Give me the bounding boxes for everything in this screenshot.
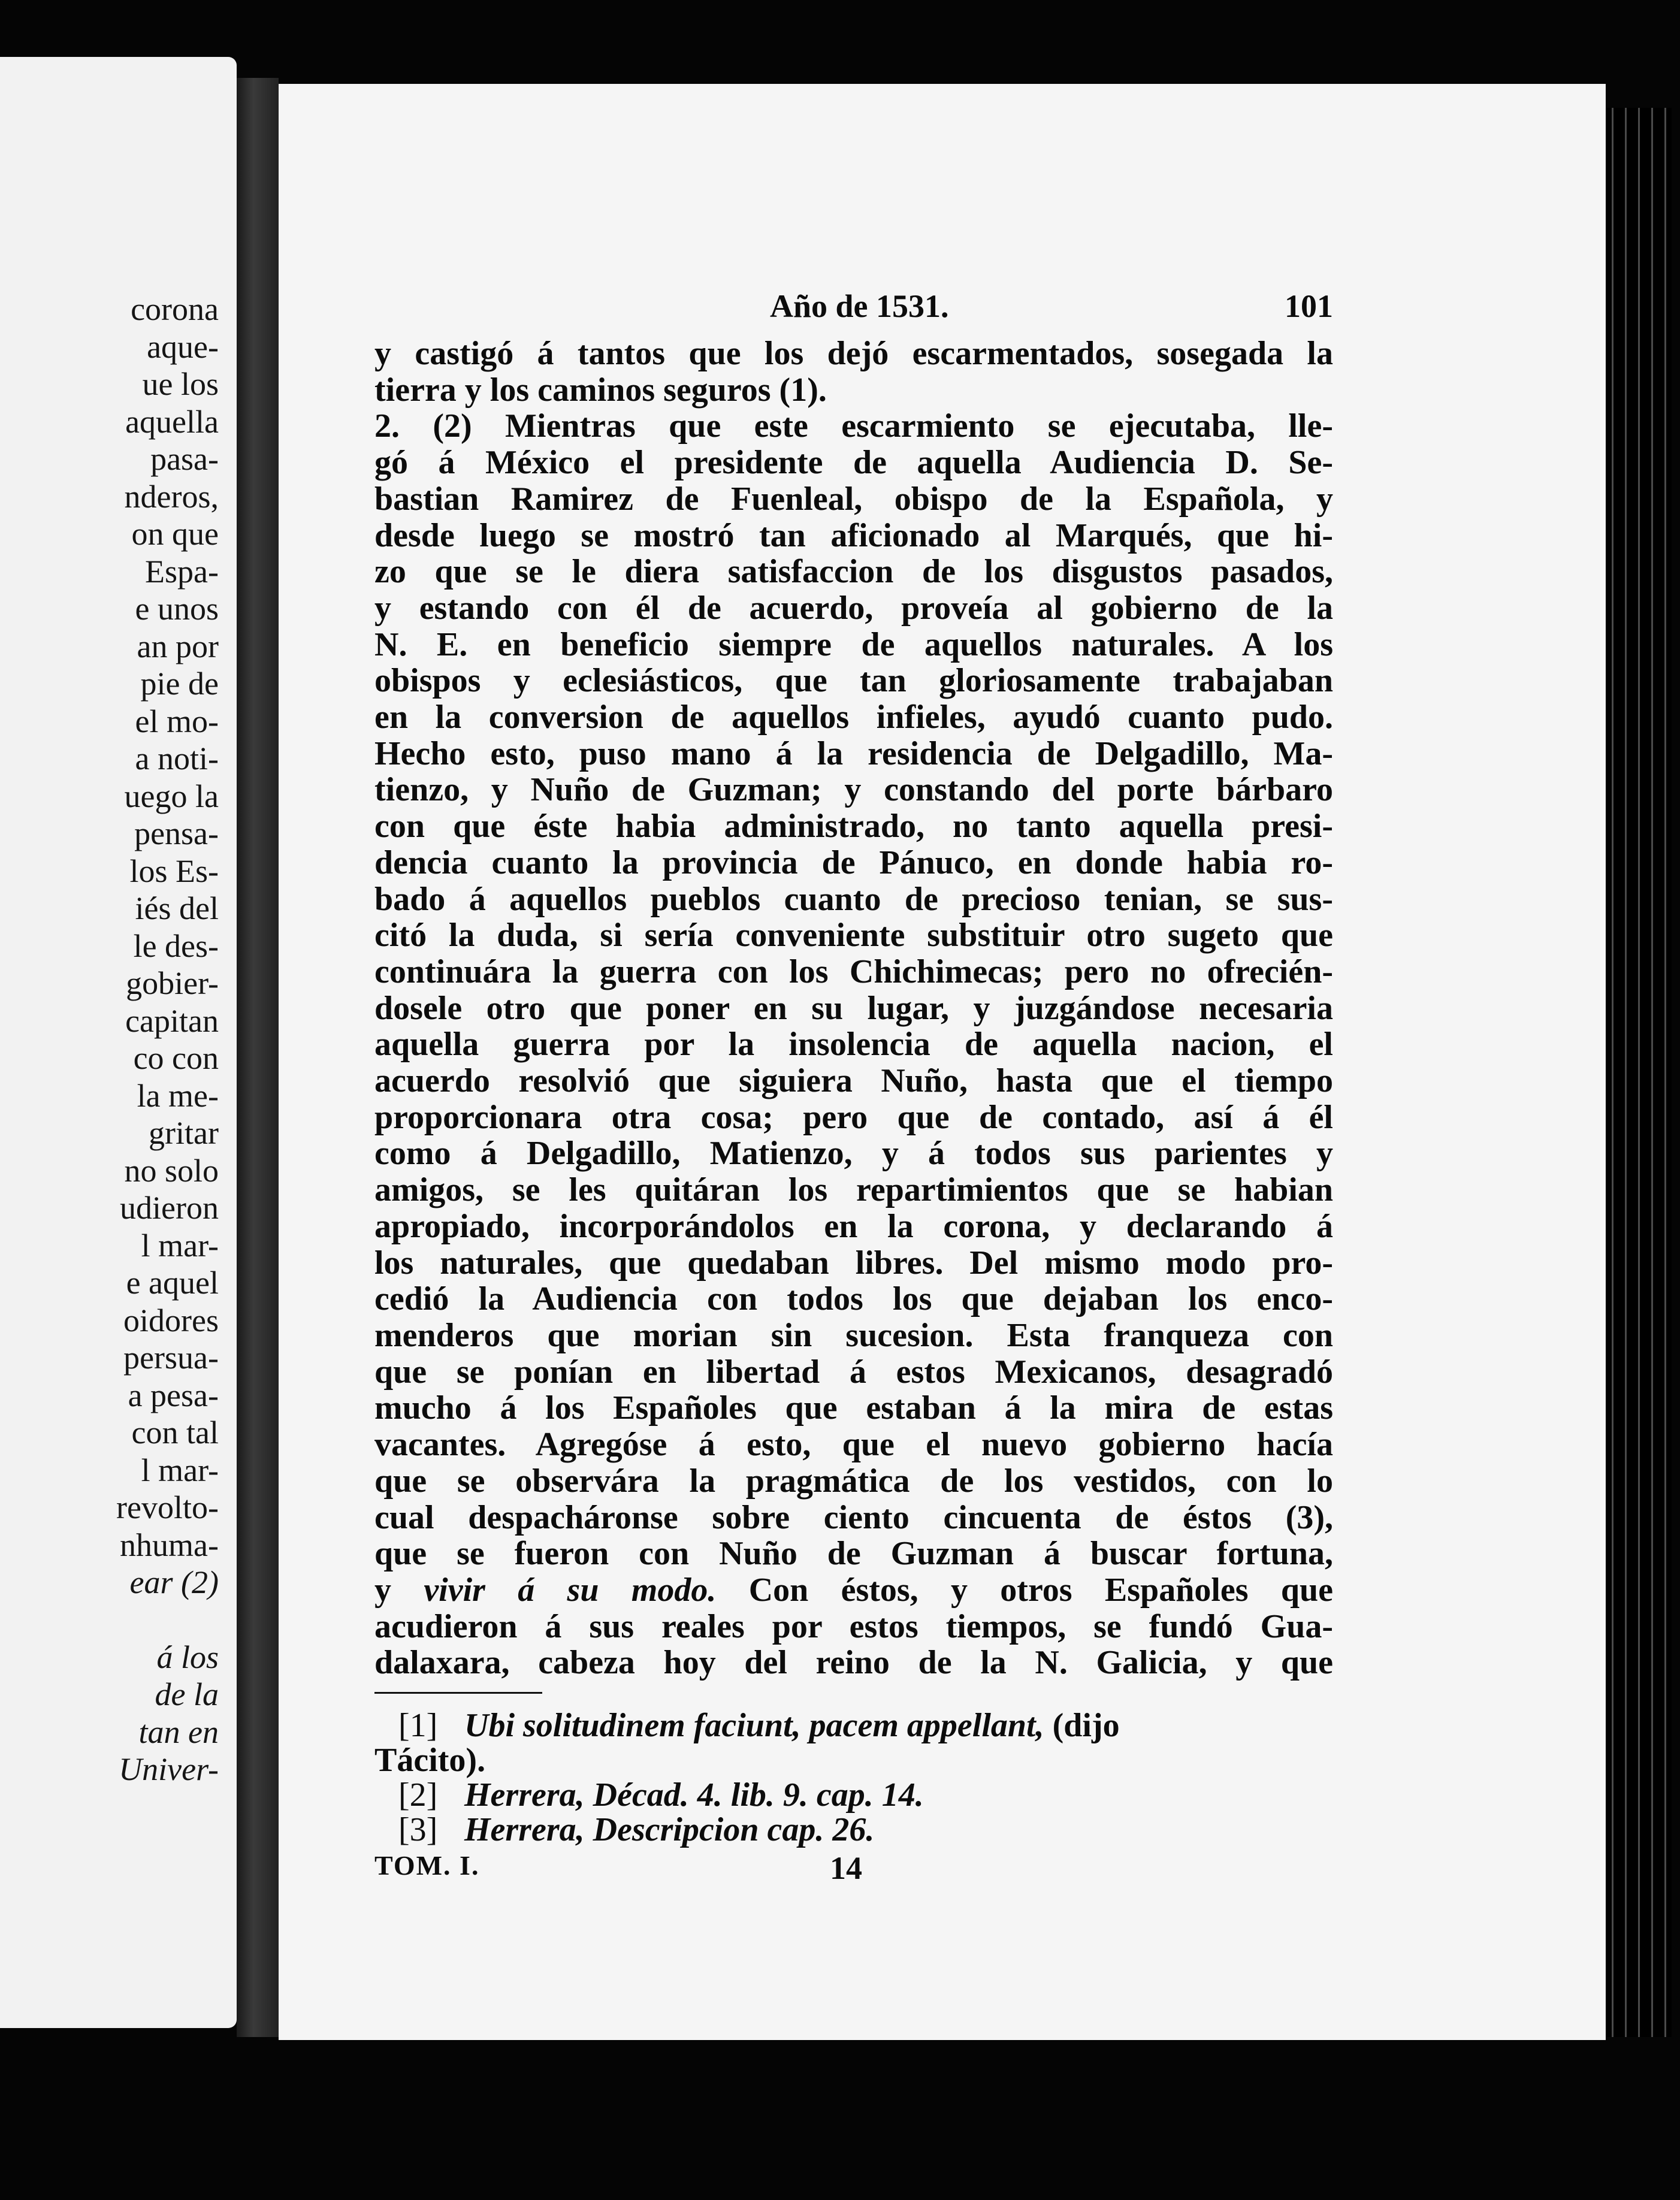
facing-page-line: gritar [149,1115,219,1151]
body-line: dosele otro que poner en su lugar, y juzgándose necesaria [374,989,1333,1027]
body-line: cual despacháronse sobre ciento cincuenta de éstos (3), [374,1498,1333,1536]
facing-page-line: capitan [125,1002,219,1039]
facing-page-line: Univer- [119,1751,219,1787]
facing-page-line: la me- [137,1077,219,1114]
body-line: bastian Ramirez de Fuenleal, obispo de la Española, y [374,480,1333,518]
body-line: en la conversion de aquellos infieles, ayudó cuanto pudo. [374,699,1333,736]
facing-page-line: revolto- [116,1489,219,1525]
body-line: aquella guerra por la insolencia de aquella nacion, el [374,1026,1333,1063]
footnote [374,1708,1333,1743]
footnotes [374,1708,1333,1847]
facing-page-line: iés del [135,890,219,926]
facing-page-line: uego la [124,778,219,814]
facing-page-line: pie de [140,666,219,702]
footnote [374,1778,1333,1812]
body-line: apropiado, incorporándolos en la corona, y declarando á [374,1207,1333,1245]
facing-page-line: nhuma- [120,1527,219,1563]
facing-page-line: udieron [120,1190,219,1226]
footnote-citation: Herrera, Décad. 4. lib. 9. cap. 14. [464,1776,924,1814]
facing-page-line: e aquel [126,1265,219,1301]
body-line: continuára la guerra con los Chichimecas; pero no ofrecién- [374,953,1333,990]
facing-page-line: aquella [125,403,219,440]
facing-page-line: an por [137,628,219,664]
footnote-citation: Ubi solitudinem faciunt, pacem appellant, [464,1707,1044,1745]
body-line: citó la duda, si sería conveniente substituir otro sugeto que [374,917,1333,954]
body-line: zo que se le diera satisfaccion de los disgustos pasados, [374,553,1333,591]
body-line: y castigó á tantos que los dejó escarmentados, sosegada la [374,335,1333,372]
body-line: gó á México el presidente de aquella Audiencia D. Se- [374,444,1333,482]
footnote-number: [3] [398,1811,438,1849]
body-line: bado á aquellos pueblos cuanto de precioso tenian, se sus- [374,880,1333,918]
footnote [374,1812,1333,1847]
footnote-rule [374,1692,542,1694]
facing-page-line: co con [133,1040,219,1076]
facing-page-line: le des- [133,927,219,964]
facing-page-line: tan en [138,1714,219,1750]
body-line: obispos y eclesiásticos, que tan gloriosamente trabajaban [374,662,1333,700]
facing-page-line: oidores [123,1302,219,1338]
facing-page-gap [116,1601,219,1639]
body-line: acuerdo resolvió que siguiera Nuño, hasta que el tiempo [374,1062,1333,1100]
facing-page-line: on que [131,516,219,552]
body-line: vacantes. Agregóse á esto, que el nuevo gobierno hacía [374,1426,1333,1464]
body-line: y vivir á su modo. Con éstos, y otros Españoles que [374,1571,1333,1609]
footnote-text: Tácito). [374,1742,486,1779]
body-line: que se fueron con Nuño de Guzman á buscar fortuna, [374,1535,1333,1573]
page-footer [374,1850,1333,1891]
body-line: tierra y los caminos seguros (1). [374,371,827,409]
facing-page-left [0,57,237,2028]
facing-page-line: l mar- [141,1452,219,1488]
facing-page-line: ear (2) [129,1564,219,1600]
body-text [374,336,1333,1681]
facing-page-line: a pesa- [128,1377,219,1413]
facing-page-line: l mar- [141,1227,219,1264]
facing-page-line: los Es- [129,853,219,889]
body-line: como á Delgadillo, Matienzo, y á todos sus parientes y [374,1135,1333,1172]
facing-page-line: ue los [142,366,219,402]
facing-page-line: corona [131,291,219,327]
facing-page-line: no solo [124,1152,219,1189]
body-line: mucho á los Españoles que estaban á la mira de estas [374,1389,1333,1427]
facing-page-line: pensa- [134,815,219,851]
facing-page-line: nderos, [124,478,219,515]
running-head [374,288,1333,336]
body-line: amigos, se les quitáran los repartimientos que se habian [374,1171,1333,1209]
facing-page-line: Espa- [145,553,219,590]
footnote-number: [2] [398,1776,438,1814]
body-line: los naturales, que quedaban libres. Del mismo modo pro- [374,1244,1333,1282]
page-number: 101 [1285,288,1333,324]
facing-page-line: gobier- [126,965,219,1001]
running-head-title: Año de 1531. [770,288,949,324]
body-line: proporcionara otra cosa; pero que de contado, así á él [374,1098,1333,1136]
footnote-citation: Herrera, Descripcion cap. 26. [464,1811,875,1849]
italic-phrase: vivir á su modo. [424,1571,717,1609]
page-edges [1606,108,1672,2037]
volume-signature: TOM. I. [374,1850,480,1881]
body-line: que se ponían en libertad á estos Mexicanos, desagradó [374,1353,1333,1391]
facing-page-line: el mo- [135,703,219,739]
body-line: que se observára la pragmática de los vestidos, con lo [374,1462,1333,1500]
body-line: tienzo, y Nuño de Guzman; y constando del porte bárbaro [374,771,1333,809]
body-line: N. E. en beneficio siempre de aquellos naturales. A los [374,625,1333,663]
body-line: dalaxara, cabeza hoy del reino de la N. Galicia, y que [374,1644,1333,1682]
footnote-number: [1] [398,1707,438,1745]
gathering-number: 14 [830,1850,862,1887]
facing-page-line: e unos [135,591,219,627]
book-gutter [237,78,279,2037]
body-line: acudieron á sus reales por estos tiempos, se fundó Gua- [374,1607,1333,1645]
facing-page-line: pasa- [150,441,219,477]
facing-page-line: a noti- [135,741,219,776]
body-line: Hecho esto, puso mano á la residencia de Delgadillo, Ma- [374,735,1333,772]
body-line: menderos que morian sin sucesion. Esta franqueza con [374,1316,1333,1354]
facing-page-text [116,291,219,1788]
footnote-text: (dijo [1044,1707,1120,1745]
body-line: y estando con él de acuerdo, proveía al gobierno de la [374,589,1333,627]
body-line: 2. (2) Mientras que este escarmiento se ejecutaba, lle- [374,407,1333,445]
facing-page-line: con tal [131,1415,219,1450]
facing-page-line: de la [155,1676,219,1712]
body-line: cedió la Audiencia con todos los que dejaban los enco- [374,1280,1333,1318]
body-line: con que éste habia administrado, no tanto aquella presi- [374,808,1333,845]
facing-page-line: aque- [147,328,219,365]
body-line: desde luego se mostró tan aficionado al Marqués, que hi- [374,516,1333,554]
page-content [374,288,1333,1891]
footnote [374,1743,1333,1778]
body-line: dencia cuanto la provincia de Pánuco, en donde habia ro- [374,844,1333,881]
facing-page-line: persua- [123,1340,219,1376]
facing-page-line: á los [156,1639,219,1675]
